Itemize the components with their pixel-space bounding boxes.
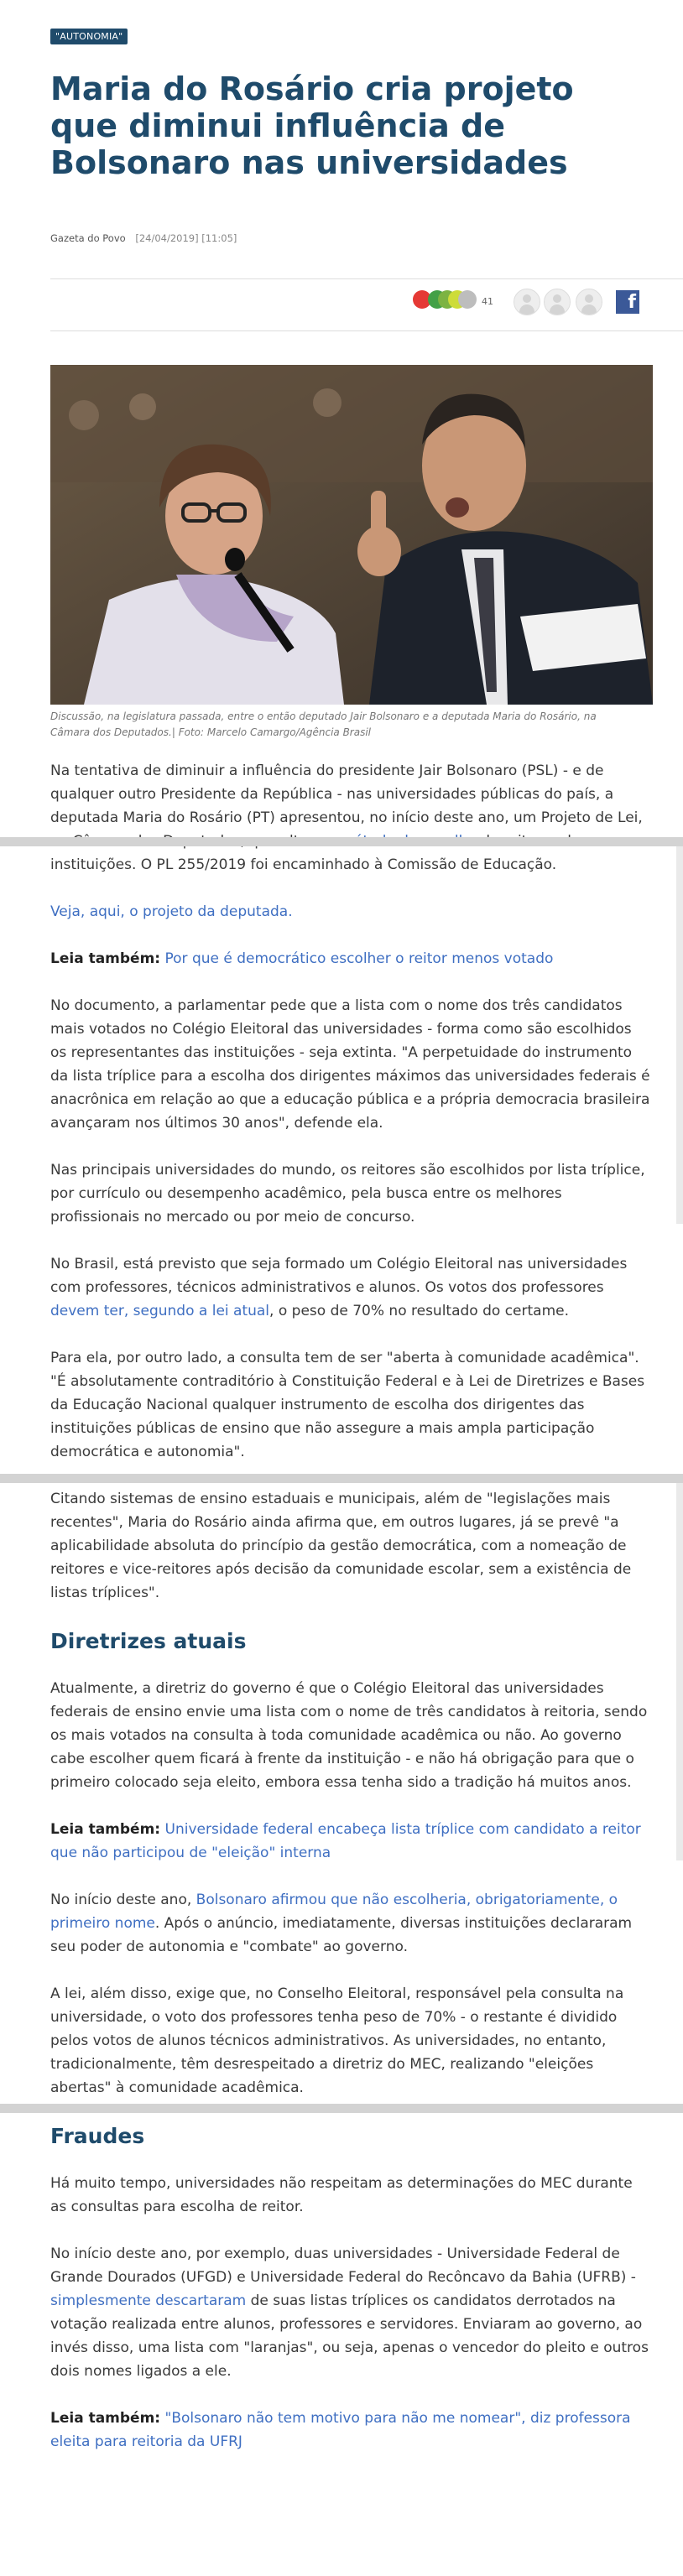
- read-also-label: Leia também:: [50, 2410, 161, 2427]
- share-count: 41: [482, 296, 493, 307]
- paragraph: [50, 900, 651, 924]
- bill-text-link[interactable]: Veja, aqui, o projeto da deputada.: [50, 903, 293, 920]
- user-avatar-icon[interactable]: [576, 289, 602, 315]
- article-meta: [50, 232, 237, 244]
- read-also-label: Leia também:: [50, 950, 161, 967]
- read-also-link[interactable]: Universidade federal encabeça lista tríplice com candidato a reitor que não participou de "eleição" interna: [50, 1821, 641, 1861]
- current-law-link[interactable]: devem ter, segundo a lei atual: [50, 1303, 270, 1319]
- discarded-lists-link[interactable]: simplesmente descartaram: [50, 2292, 247, 2309]
- scroll-seam: [0, 1474, 683, 1483]
- right-edge-strip: [676, 1483, 683, 1860]
- source-name[interactable]: Gazeta do Povo: [50, 232, 126, 244]
- publish-datetime: [24/04/2019] [11:05]: [135, 232, 237, 244]
- scroll-seam: [0, 837, 683, 846]
- read-also: [50, 1818, 651, 1865]
- paragraph: No início deste ano, por exemplo, duas universidades - Universidade Federal de Grande Dourados (UFGD) e Universidade Federal do Recôncavo da Bahia (UFRB) - simplesmente descartaram de suas listas tríplices os candidatos derrotados na votação realizada entre alunos, professores e servidores. Enviaram ao governo, ao invés disso, uma lista com "laranjas", ou seja, apenas o vencedor do pleito e outros dois nomes ligados a ele.: [50, 2246, 649, 2380]
- paragraph: No início deste ano, Bolsonaro afirmou que não escolheria, obrigatoriamente, o primeiro nome. Após o anúncio, imediatamente, diversas instituições declararam seu poder de autonomia e "combate" ao governo.: [50, 1892, 633, 1955]
- user-avatar-icon[interactable]: [544, 289, 571, 315]
- more-share-icon[interactable]: [458, 290, 477, 309]
- read-also: [50, 947, 651, 971]
- paragraph: Citando sistemas de ensino estaduais e municipais, além de "legislações mais recentes", Maria do Rosário ainda afirma que, em outros lugares, já se prevê "a aplicabilidade absoluta do princípio da gestão democrática, com a nomeação de reitores e vice-reitores após decisão da comunidade escolar, sem a existência de listas tríplices".: [50, 1491, 632, 1601]
- paragraph: Atualmente, a diretriz do governo é que o Colégio Eleitoral das universidades federais de ensino envie uma lista com o nome de três candidatos à reitoria, sendo os mais votados na consulta à toda comunidade acadêmica ou não. Ao governo cabe escolher quem ficará à frente da instituição - e não há obrigação para que o primeiro colocado seja eleito, embora essa tenha sido a tradição há muitos anos.: [50, 1680, 648, 1791]
- read-also: [50, 2407, 651, 2454]
- read-also-link[interactable]: "Bolsonaro não tem motivo para não me nomear", diz professora eleita para reitoria da UFRJ: [50, 2410, 631, 2450]
- paragraph: No documento, a parlamentar pede que a lista com o nome dos três candidatos mais votados no Colégio Eleitoral das universidades - forma como são escolhidos os representantes das instituições - seja extinta. "A perpetuidade do instrumento da lista tríplice para a escolha dos dirigentes máximos das universidades federais é anacrônica em relação ao que a educação pública e a própria democracia brasileira avançaram nos últimos 30 anos", defende ela.: [50, 997, 650, 1132]
- section-heading: Diretrizes atuais: [50, 1629, 247, 1653]
- paragraph: No Brasil, está previsto que seja formado um Colégio Eleitoral nas universidades com professores, técnicos administrativos e alunos. Os votos dos professores devem ter, segundo a lei atual, o peso de 70% no resultado do certame.: [50, 1256, 628, 1319]
- scroll-seam: [0, 2104, 683, 2113]
- facebook-icon[interactable]: f: [616, 290, 639, 314]
- article-photo: [50, 365, 653, 705]
- category-tag[interactable]: "AUTONOMIA": [50, 29, 128, 44]
- section-heading: Fraudes: [50, 2124, 145, 2148]
- paragraph: A lei, além disso, exige que, no Conselho Eleitoral, responsável pela consulta na universidade, o voto dos professores tenha peso de 70% - o restante é dividido pelos votos de alunos técnicos administrativos. As universidades, no entanto, tradicionalmente, têm desrespeitado a diretriz do MEC, realizando "eleições abertas" à comunidade acadêmica.: [50, 1985, 624, 2096]
- photo-caption: Discussão, na legislatura passada, entre o então deputado Jair Bolsonaro e a deputada Maria do Rosário, na Câmara dos Deputados.| Foto: Marcelo Camargo/Agência Brasil: [50, 710, 597, 738]
- paragraph: Para ela, por outro lado, a consulta tem de ser "aberta à comunidade acadêmica". "É absolutamente contraditório à Constituição Federal e à Lei de Diretrizes e Bases da Educação Nacional qualquer instrumento de escolha dos dirigentes das instituições públicas de ensino que não assegure a mais ampla participação democrática e autonomia".: [50, 1350, 645, 1460]
- paragraph: Na tentativa de diminuir a influência do presidente Jair Bolsonaro (PSL) - e de qualquer outro Presidente da República - nas universidades públicas do país, a deputada Maria do Rosário (PT) apresentou, no início deste ano, um Projeto de Lei, instituições. O PL 255/2019 foi encaminhado à Comissão de Educação.: [50, 762, 643, 873]
- user-avatar-icon[interactable]: [514, 289, 540, 315]
- read-also-label: Leia também:: [50, 1821, 161, 1838]
- divider: [50, 330, 683, 331]
- paragraph: Nas principais universidades do mundo, os reitores são escolhidos por lista tríplice, por currículo ou desempenho acadêmico, pela busca entre os melhores profissionais no mercado ou por meio de concurso.: [50, 1162, 645, 1226]
- divider: [50, 278, 683, 279]
- right-edge-strip: [676, 846, 683, 1224]
- article-body: [50, 759, 651, 2477]
- bolsonaro-statement-link[interactable]: Bolsonaro afirmou que não escolheria, obrigatoriamente, o primeiro nome: [50, 1892, 618, 1932]
- paragraph: Há muito tempo, universidades não respeitam as determinações do MEC durante as consultas para escolha de reitor.: [50, 2175, 633, 2215]
- article-title: Maria do Rosário cria projeto que diminui influência de Bolsonaro nas universidades: [50, 70, 574, 181]
- read-also-link[interactable]: Por que é democrático escolher o reitor menos votado: [164, 950, 554, 967]
